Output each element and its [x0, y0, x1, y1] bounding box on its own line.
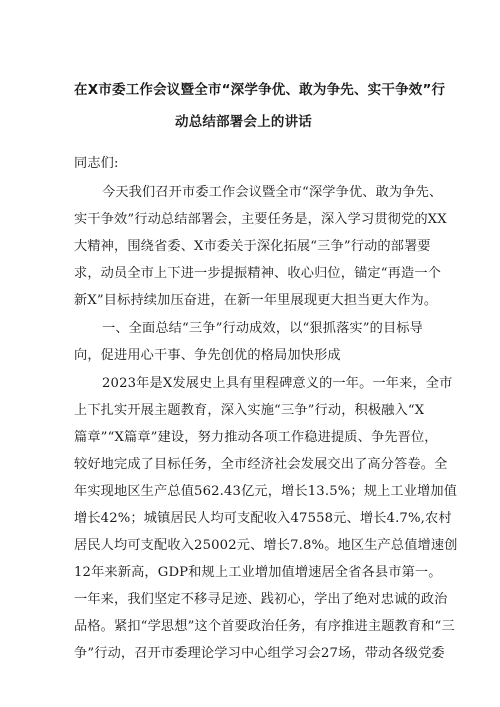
paragraph-2-line-8: 12年来新高，GDP和规上工业增加值增速居全省各县市第一。: [74, 565, 442, 580]
paragraph-2-line-6: 增长42%；城镇居民人均可支配收入47558元、增长4.7%,农村: [74, 511, 452, 526]
salutation: 同志们:: [74, 156, 119, 171]
paragraph-2-line-10: 品格。紧扣“学思想”这个首要政治任务，有序推进主题教育和“三: [74, 619, 455, 634]
paragraph-2-line-4: 较好地完成了目标任务，全市经济社会发展交出了高分答卷。全: [74, 457, 448, 472]
paragraph-2-line-11: 争”行动，召开市委理论学习中心组学习会27场，带动各级党委: [74, 646, 445, 661]
speech-title-line-2: 动总结部署会上的讲话: [175, 114, 312, 130]
paragraph-2-line-7: 居民人均可支配收入25002元、增长7.8%。地区生产总值增速创: [74, 538, 458, 553]
paragraph-2-line-1: 2023年是X发展史上具有里程碑意义的一年。一年来，全市: [102, 376, 453, 391]
paragraph-1-line-4: 求，动员全市上下进一步提振精神、收心归位，锚定“再造一个: [74, 266, 442, 281]
paragraph-1-line-3: 大精神，围绕省委、X市委关于深化拓展“三争”行动的部署要: [74, 239, 431, 254]
paragraph-1-line-5: 新X”目标持续加压奋进，在新一年里展现更大担当更大作为。: [74, 293, 438, 308]
paragraph-2-line-9: 一年来，我们坚定不移寻足迹、践初心，学出了绝对忠诚的政治: [74, 592, 448, 607]
paragraph-2-line-5: 年实现地区生产总值562.43亿元，增长13.5%；规上工业增加值: [74, 484, 458, 499]
paragraph-2-line-3: 篇章”“X篇章”建设，努力推动各项工作稳进提质、争先晋位，: [74, 430, 438, 445]
paragraph-2-line-2: 上下扎实开展主题教育，深入实施“三争”行动，积极融入“X: [74, 403, 425, 418]
speech-title-line-1: 在X市委工作会议暨全市“深学争优、敢为争先、实干争效”行: [74, 82, 446, 98]
paragraph-1-line-1: 今天我们召开市委工作会议暨全市“深学争优、敢为争先、: [102, 185, 443, 200]
section-heading-line-1: 一、全面总结“三争”行动成效，以“狠抓落实”的目标导: [102, 321, 423, 336]
section-heading-line-2: 向，促进用心干事、争先创优的格局加快形成: [74, 348, 341, 363]
paragraph-1-line-2: 实干争效”行动总结部署会，主要任务是，深入学习贯彻党的XX: [74, 212, 447, 227]
